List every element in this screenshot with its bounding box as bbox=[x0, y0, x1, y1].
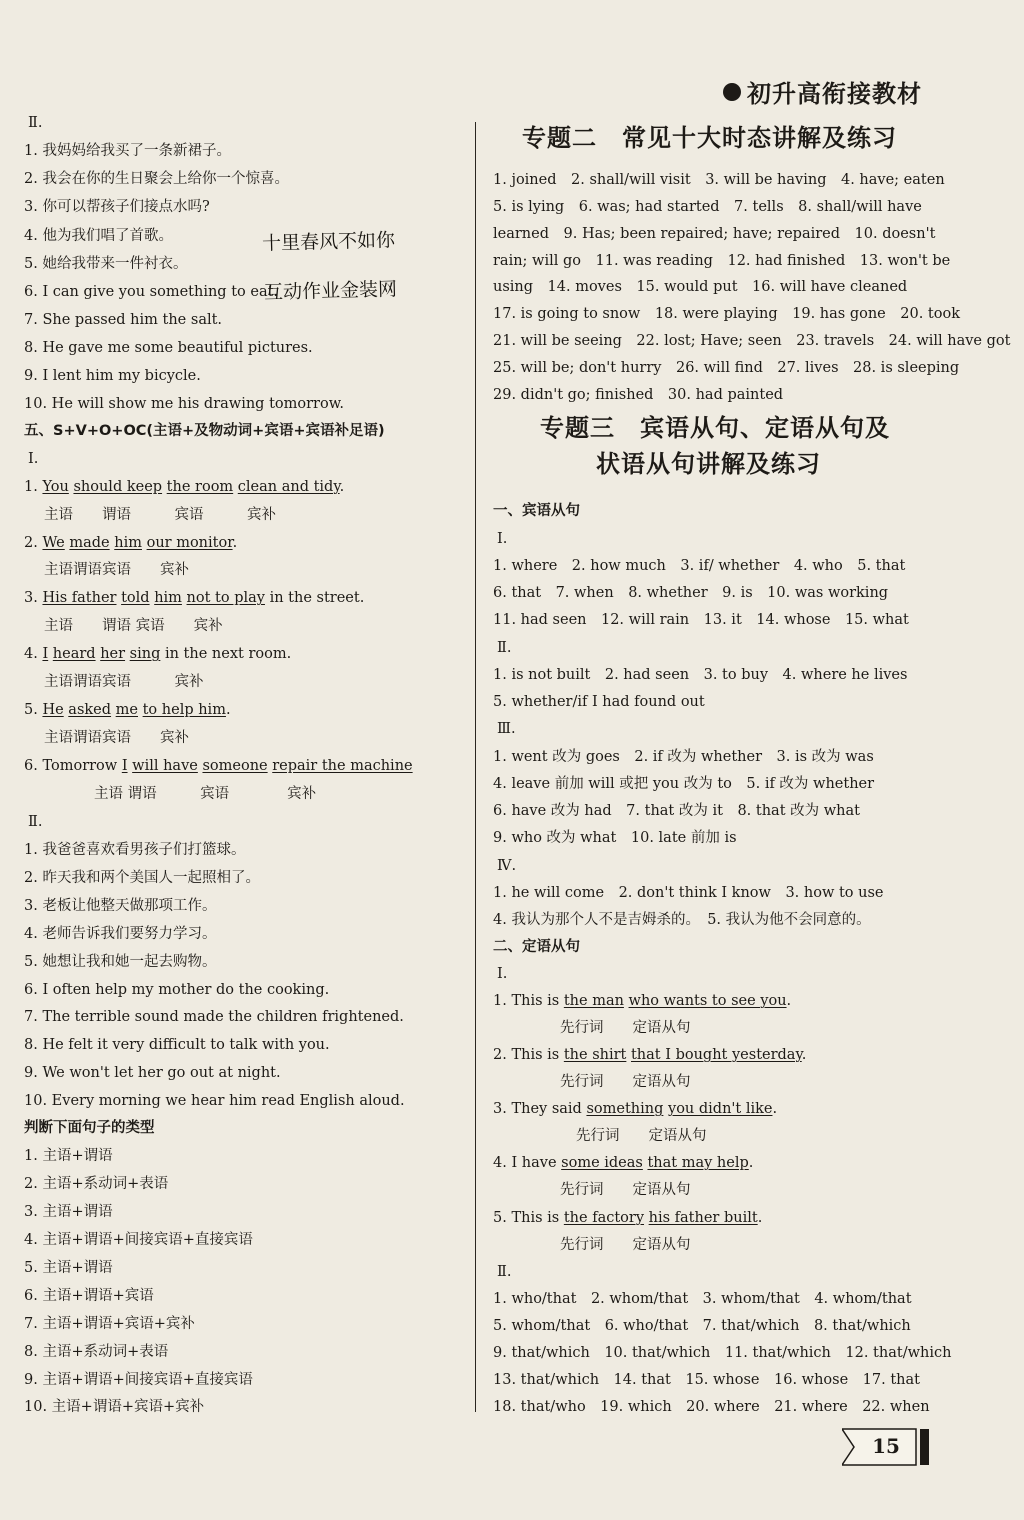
component-labels: 先行词 定语从句 bbox=[560, 1020, 691, 1036]
analyzed-sentence: 2. This is the shirt that I bought yesterday. bbox=[493, 1047, 807, 1063]
section-label: Ⅰ. bbox=[497, 531, 508, 547]
answer-line: 6. 主语+谓语+宾语 bbox=[24, 1288, 154, 1304]
section-label: Ⅰ. bbox=[497, 966, 508, 982]
bullet-icon bbox=[723, 83, 741, 101]
topic-title: 状语从句讲解及练习 bbox=[596, 450, 821, 478]
component-labels: 主语 谓语 宾语 宾补 bbox=[94, 786, 317, 802]
answer-line: 4. 我认为那个人不是吉姆杀的。 5. 我认为他不会同意的。 bbox=[493, 912, 871, 928]
answer-line: 5. whom/that 6. who/that 7. that/which 8. that/which bbox=[493, 1318, 911, 1334]
answer-line: 10. Every morning we hear him read English aloud. bbox=[24, 1093, 405, 1109]
analyzed-sentence: 3. His father told him not to play in the street. bbox=[24, 590, 365, 606]
answer-line: 5. 主语+谓语 bbox=[24, 1260, 113, 1276]
section-label: Ⅱ. bbox=[497, 640, 512, 656]
analyzed-sentence: 2. We made him our monitor. bbox=[24, 535, 238, 551]
answer-line: 17. is going to snow 18. were playing 19. has gone 20. took bbox=[493, 306, 960, 322]
answer-line: 4. 他为我们唱了首歌。 bbox=[24, 228, 173, 244]
column-divider bbox=[475, 122, 476, 1412]
answer-line: 6. I can give you something to eat. bbox=[24, 284, 279, 300]
component-labels: 主语 谓语 宾语 宾补 bbox=[44, 618, 223, 634]
answer-line: 1. where 2. how much 3. if/ whether 4. who 5. that bbox=[493, 558, 906, 574]
answer-line: 10. 主语+谓语+宾语+宾补 bbox=[24, 1399, 205, 1415]
answer-line: using 14. moves 15. would put 16. will have cleaned bbox=[493, 279, 908, 295]
answer-line: 3. 你可以帮孩子们接点水吗? bbox=[24, 199, 210, 215]
answer-line: 9. who 改为 what 10. late 前加 is bbox=[493, 830, 737, 846]
answer-line: 10. He will show me his drawing tomorrow. bbox=[24, 396, 344, 412]
answer-line: 4. 老师告诉我们要努力学习。 bbox=[24, 926, 217, 942]
section-label: Ⅱ. bbox=[28, 814, 43, 830]
topic-title: 专题三 宾语从句、定语从句及 bbox=[540, 414, 890, 442]
component-labels: 主语谓语宾语 宾补 bbox=[44, 730, 189, 746]
section-label: Ⅱ. bbox=[497, 1264, 512, 1280]
component-labels: 主语谓语宾语 宾补 bbox=[44, 562, 189, 578]
component-labels: 主语 谓语 宾语 宾补 bbox=[44, 507, 276, 523]
section-heading: 二、定语从句 bbox=[493, 939, 580, 955]
answer-line: 6. I often help my mother do the cooking. bbox=[24, 982, 330, 998]
answer-line: 8. 主语+系动词+表语 bbox=[24, 1344, 169, 1360]
component-labels: 先行词 定语从句 bbox=[576, 1128, 707, 1144]
answer-line: 18. that/who 19. which 20. where 21. where 22. when bbox=[493, 1399, 930, 1415]
handwritten-note: 互动作业金装网 bbox=[263, 278, 398, 304]
analyzed-sentence: 4. I heard her sing in the next room. bbox=[24, 646, 292, 662]
answer-line: 2. 主语+系动词+表语 bbox=[24, 1176, 169, 1192]
answer-line: 1. 我妈妈给我买了一条新裙子。 bbox=[24, 143, 231, 159]
book-title: 初升高衔接教材 bbox=[747, 80, 922, 108]
section-heading: 一、宾语从句 bbox=[493, 503, 580, 519]
answer-line: 1. who/that 2. whom/that 3. whom/that 4. whom/that bbox=[493, 1291, 912, 1307]
answer-line: 9. We won't let her go out at night. bbox=[24, 1065, 281, 1081]
topic-title: 专题二 常见十大时态讲解及练习 bbox=[522, 124, 897, 152]
answer-line: 7. 主语+谓语+宾语+宾补 bbox=[24, 1316, 195, 1332]
answer-line: 6. that 7. when 8. whether 9. is 10. was working bbox=[493, 585, 889, 601]
answer-line: 9. I lent him my bicycle. bbox=[24, 368, 201, 384]
page-number-badge bbox=[842, 1428, 930, 1466]
section-heading: 判断下面句子的类型 bbox=[24, 1120, 155, 1136]
section-label: Ⅰ. bbox=[28, 451, 39, 467]
answer-line: 5. whether/if I had found out bbox=[493, 694, 705, 710]
answer-line: 29. didn't go; finished 30. had painted bbox=[493, 387, 784, 403]
analyzed-sentence: 5. This is the factory his father built. bbox=[493, 1210, 763, 1226]
answer-line: rain; will go 11. was reading 12. had finished 13. won't be bbox=[493, 253, 951, 269]
section-label: Ⅲ. bbox=[497, 721, 516, 737]
answer-line: 21. will be seeing 22. lost; Have; seen 23. travels 24. will have got bbox=[493, 333, 1011, 349]
answer-line: 25. will be; don't hurry 26. will find 27. lives 28. is sleeping bbox=[493, 360, 960, 376]
answer-line: 4. leave 前加 will 或把 you 改为 to 5. if 改为 whether bbox=[493, 776, 875, 792]
answer-line: learned 9. Has; been repaired; have; repaired 10. doesn't bbox=[493, 226, 936, 242]
analyzed-sentence: 4. I have some ideas that may help. bbox=[493, 1155, 754, 1171]
answer-line: 3. 主语+谓语 bbox=[24, 1204, 113, 1220]
answer-line: 1. joined 2. shall/will visit 3. will be having 4. have; eaten bbox=[493, 172, 945, 188]
answer-line: 9. 主语+谓语+间接宾语+直接宾语 bbox=[24, 1372, 253, 1388]
answer-line: 2. 我会在你的生日聚会上给你一个惊喜。 bbox=[24, 171, 289, 187]
handwritten-note: 十里春风不如你 bbox=[261, 229, 396, 255]
answer-line: 3. 老板让他整天做那项工作。 bbox=[24, 898, 217, 914]
analyzed-sentence: 6. Tomorrow I will have someone repair the machine bbox=[24, 758, 413, 774]
answer-line: 7. She passed him the salt. bbox=[24, 312, 223, 328]
answer-line: 7. The terrible sound made the children frightened. bbox=[24, 1009, 404, 1025]
answer-line: 1. 主语+谓语 bbox=[24, 1148, 113, 1164]
answer-line: 2. 昨天我和两个美国人一起照相了。 bbox=[24, 870, 260, 886]
component-labels: 先行词 定语从句 bbox=[560, 1074, 691, 1090]
answer-line: 9. that/which 10. that/which 11. that/which 12. that/which bbox=[493, 1345, 952, 1361]
section-label: Ⅱ. bbox=[28, 115, 43, 131]
component-labels: 主语谓语宾语 宾补 bbox=[44, 674, 204, 690]
analyzed-sentence: 3. They said something you didn't like. bbox=[493, 1101, 778, 1117]
section-label: Ⅳ. bbox=[497, 858, 517, 874]
answer-line: 8. He felt it very difficult to talk with you. bbox=[24, 1037, 330, 1053]
answer-line: 5. is lying 6. was; had started 7. tells 8. shall/will have bbox=[493, 199, 922, 215]
analyzed-sentence: 1. This is the man who wants to see you. bbox=[493, 993, 792, 1009]
answer-line: 1. he will come 2. don't think I know 3. how to use bbox=[493, 885, 884, 901]
answer-line: 1. 我爸爸喜欢看男孩子们打篮球。 bbox=[24, 842, 246, 858]
answer-line: 13. that/which 14. that 15. whose 16. whose 17. that bbox=[493, 1372, 920, 1388]
answer-line: 11. had seen 12. will rain 13. it 14. whose 15. what bbox=[493, 612, 909, 628]
analyzed-sentence: 1. You should keep the room clean and tidy. bbox=[24, 479, 345, 495]
answer-line: 6. have 改为 had 7. that 改为 it 8. that 改为 what bbox=[493, 803, 860, 819]
component-labels: 先行词 定语从句 bbox=[560, 1237, 691, 1253]
answer-line: 5. 她想让我和她一起去购物。 bbox=[24, 954, 217, 970]
answer-line: 8. He gave me some beautiful pictures. bbox=[24, 340, 313, 356]
answer-line: 4. 主语+谓语+间接宾语+直接宾语 bbox=[24, 1232, 253, 1248]
answer-line: 1. went 改为 goes 2. if 改为 whether 3. is 改为 was bbox=[493, 749, 874, 765]
answer-line: 1. is not built 2. had seen 3. to buy 4. where he lives bbox=[493, 667, 908, 683]
answer-line: 5. 她给我带来一件衬衣。 bbox=[24, 256, 188, 272]
section-heading: 五、S+V+O+OC(主语+及物动词+宾语+宾语补足语) bbox=[24, 423, 385, 439]
analyzed-sentence: 5. He asked me to help him. bbox=[24, 702, 231, 718]
component-labels: 先行词 定语从句 bbox=[560, 1182, 691, 1198]
page-number: 15 bbox=[872, 1434, 900, 1458]
book-header bbox=[723, 74, 922, 109]
